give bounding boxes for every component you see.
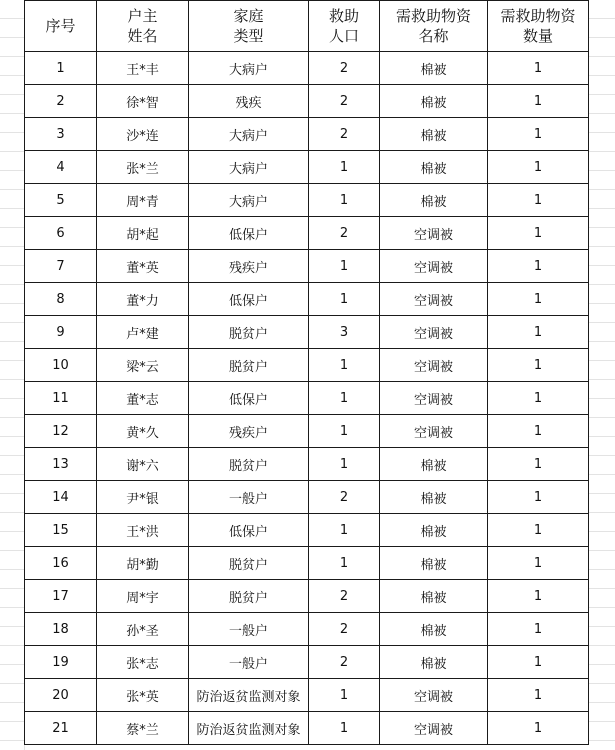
table-row [25, 679, 589, 712]
cell-material-name[interactable]: 棉被 [380, 514, 488, 547]
cell-aid-population[interactable]: 2 [309, 118, 380, 151]
table-row [25, 547, 589, 580]
cell-serial-number[interactable]: 4 [25, 151, 97, 184]
cell-serial-number[interactable]: 14 [25, 481, 97, 514]
header-material-name-line: 需救助物资 [395, 7, 471, 25]
cell-material-name[interactable]: 空调被 [380, 415, 488, 448]
cell-householder-name[interactable]: 卢*建 [97, 316, 189, 349]
cell-householder-name[interactable]: 孙*圣 [97, 613, 189, 646]
cell-serial-number[interactable]: 10 [25, 349, 97, 382]
cell-householder-name[interactable]: 谢*六 [97, 448, 189, 481]
cell-material-name[interactable]: 空调被 [380, 283, 488, 316]
cell-householder-name[interactable]: 王*洪 [97, 514, 189, 547]
cell-household-type[interactable]: 防治返贫监测对象 [189, 679, 309, 712]
cell-serial-number[interactable]: 2 [25, 85, 97, 118]
cell-aid-population[interactable]: 1 [309, 547, 380, 580]
cell-household-type[interactable]: 一般户 [189, 613, 309, 646]
cell-aid-population[interactable]: 1 [309, 514, 380, 547]
cell-serial-number[interactable]: 21 [25, 712, 97, 745]
header-material-quantity-line: 需救助物资 [500, 7, 576, 25]
table-row [25, 613, 589, 646]
header-material-name[interactable] [380, 1, 488, 52]
cell-material-name[interactable]: 棉被 [380, 151, 488, 184]
header-serial-number-line: 序号 [45, 17, 76, 35]
cell-householder-name[interactable]: 王*丰 [97, 52, 189, 85]
cell-householder-name[interactable]: 董*志 [97, 382, 189, 415]
cell-household-type[interactable]: 低保户 [189, 283, 309, 316]
cell-aid-population[interactable]: 2 [309, 580, 380, 613]
cell-material-quantity[interactable]: 1 [488, 382, 589, 415]
cell-material-quantity[interactable]: 1 [488, 415, 589, 448]
header-aid-population-line: 人口 [328, 27, 359, 45]
header-household-type-line: 家庭 [233, 7, 264, 25]
cell-material-quantity[interactable]: 1 [488, 283, 589, 316]
cell-household-type[interactable]: 脱贫户 [189, 349, 309, 382]
cell-serial-number[interactable]: 3 [25, 118, 97, 151]
cell-material-quantity[interactable]: 1 [488, 679, 589, 712]
empty-cells-area[interactable] [588, 0, 615, 750]
cell-aid-population[interactable]: 1 [309, 151, 380, 184]
row-gutter [0, 0, 25, 750]
cell-householder-name[interactable]: 胡*勤 [97, 547, 189, 580]
table-row [25, 415, 589, 448]
cell-serial-number[interactable]: 17 [25, 580, 97, 613]
cell-household-type[interactable]: 大病户 [189, 118, 309, 151]
table-row [25, 448, 589, 481]
cell-material-quantity[interactable]: 1 [488, 85, 589, 118]
cell-aid-population[interactable]: 1 [309, 283, 380, 316]
cell-household-type[interactable]: 低保户 [189, 514, 309, 547]
cell-material-quantity[interactable]: 1 [488, 52, 589, 85]
table-row [25, 283, 589, 316]
cell-material-quantity[interactable]: 1 [488, 712, 589, 745]
cell-serial-number[interactable]: 16 [25, 547, 97, 580]
cell-serial-number[interactable]: 5 [25, 184, 97, 217]
header-aid-population[interactable] [309, 1, 380, 52]
cell-household-type[interactable]: 低保户 [189, 382, 309, 415]
table-row [25, 382, 589, 415]
cell-material-name[interactable]: 棉被 [380, 448, 488, 481]
cell-aid-population[interactable]: 1 [309, 184, 380, 217]
header-serial-number[interactable] [25, 1, 97, 52]
cell-serial-number[interactable]: 13 [25, 448, 97, 481]
table-row [25, 514, 589, 547]
table-body [25, 52, 589, 745]
cell-material-name[interactable]: 棉被 [380, 184, 488, 217]
table-row [25, 316, 589, 349]
cell-material-name[interactable]: 空调被 [380, 250, 488, 283]
cell-householder-name[interactable]: 董*英 [97, 250, 189, 283]
cell-serial-number[interactable]: 7 [25, 250, 97, 283]
cell-serial-number[interactable]: 12 [25, 415, 97, 448]
cell-household-type[interactable]: 防治返贫监测对象 [189, 712, 309, 745]
cell-householder-name[interactable]: 黄*久 [97, 415, 189, 448]
cell-aid-population[interactable]: 1 [309, 349, 380, 382]
cell-serial-number[interactable]: 15 [25, 514, 97, 547]
table-row [25, 250, 589, 283]
table-row [25, 52, 589, 85]
cell-householder-name[interactable]: 董*力 [97, 283, 189, 316]
cell-serial-number[interactable]: 8 [25, 283, 97, 316]
header-aid-population-line: 救助 [328, 7, 359, 25]
header-material-name-line: 名称 [418, 27, 449, 45]
cell-material-quantity[interactable]: 1 [488, 250, 589, 283]
cell-aid-population[interactable]: 1 [309, 415, 380, 448]
cell-material-quantity[interactable]: 1 [488, 217, 589, 250]
header-material-quantity[interactable] [488, 1, 589, 52]
cell-householder-name[interactable]: 张*英 [97, 679, 189, 712]
cell-material-name[interactable]: 棉被 [380, 646, 488, 679]
cell-serial-number[interactable]: 18 [25, 613, 97, 646]
cell-material-name[interactable]: 空调被 [380, 217, 488, 250]
cell-aid-population[interactable]: 1 [309, 250, 380, 283]
cell-aid-population[interactable]: 1 [309, 679, 380, 712]
header-row [25, 1, 589, 52]
cell-aid-population[interactable]: 2 [309, 85, 380, 118]
cell-material-name[interactable]: 棉被 [380, 52, 488, 85]
cell-household-type[interactable]: 脱贫户 [189, 448, 309, 481]
cell-material-quantity[interactable]: 1 [488, 646, 589, 679]
cell-household-type[interactable]: 大病户 [189, 52, 309, 85]
cell-householder-name[interactable]: 梁*云 [97, 349, 189, 382]
table-row [25, 349, 589, 382]
cell-serial-number[interactable]: 11 [25, 382, 97, 415]
cell-aid-population[interactable]: 2 [309, 52, 380, 85]
cell-material-name[interactable]: 棉被 [380, 118, 488, 151]
cell-material-quantity[interactable]: 1 [488, 613, 589, 646]
header-household-type-line: 类型 [233, 27, 264, 45]
cell-aid-population[interactable]: 2 [309, 613, 380, 646]
cell-material-quantity[interactable]: 1 [488, 184, 589, 217]
cell-household-type[interactable]: 一般户 [189, 481, 309, 514]
cell-material-quantity[interactable]: 1 [488, 580, 589, 613]
cell-material-name[interactable]: 棉被 [380, 481, 488, 514]
cell-household-type[interactable]: 低保户 [189, 217, 309, 250]
cell-householder-name[interactable]: 周*宇 [97, 580, 189, 613]
cell-aid-population[interactable]: 2 [309, 481, 380, 514]
cell-material-name[interactable]: 空调被 [380, 382, 488, 415]
table-row [25, 481, 589, 514]
cell-material-quantity[interactable]: 1 [488, 118, 589, 151]
cell-material-quantity[interactable]: 1 [488, 316, 589, 349]
header-householder-name[interactable] [97, 1, 189, 52]
cell-aid-population[interactable]: 3 [309, 316, 380, 349]
cell-household-type[interactable]: 一般户 [189, 646, 309, 679]
table-row [25, 85, 589, 118]
cell-material-name[interactable]: 棉被 [380, 613, 488, 646]
cell-householder-name[interactable]: 蔡*兰 [97, 712, 189, 745]
cell-householder-name[interactable]: 张*兰 [97, 151, 189, 184]
cell-material-quantity[interactable]: 1 [488, 448, 589, 481]
cell-material-quantity[interactable]: 1 [488, 349, 589, 382]
cell-householder-name[interactable]: 周*青 [97, 184, 189, 217]
cell-household-type[interactable]: 脱贫户 [189, 547, 309, 580]
table-row [25, 118, 589, 151]
cell-material-quantity[interactable]: 1 [488, 151, 589, 184]
cell-serial-number[interactable]: 9 [25, 316, 97, 349]
header-householder-name-line: 户主 [127, 7, 158, 25]
cell-material-name[interactable]: 棉被 [380, 580, 488, 613]
table-row [25, 151, 589, 184]
cell-household-type[interactable]: 残疾户 [189, 415, 309, 448]
header-household-type[interactable] [189, 1, 309, 52]
cell-aid-population[interactable]: 1 [309, 382, 380, 415]
cell-material-name[interactable]: 棉被 [380, 85, 488, 118]
table-row [25, 184, 589, 217]
header-material-quantity-line: 数量 [522, 27, 553, 45]
cell-household-type[interactable]: 残疾 [189, 85, 309, 118]
table-row [25, 217, 589, 250]
cell-household-type[interactable]: 大病户 [189, 184, 309, 217]
cell-householder-name[interactable]: 尹*银 [97, 481, 189, 514]
cell-aid-population[interactable]: 2 [309, 646, 380, 679]
cell-householder-name[interactable]: 胡*起 [97, 217, 189, 250]
cell-householder-name[interactable]: 张*志 [97, 646, 189, 679]
cell-material-quantity[interactable]: 1 [488, 481, 589, 514]
cell-aid-population[interactable]: 1 [309, 448, 380, 481]
cell-aid-population[interactable]: 1 [309, 712, 380, 745]
cell-material-quantity[interactable]: 1 [488, 514, 589, 547]
cell-household-type[interactable]: 残疾户 [189, 250, 309, 283]
cell-material-quantity[interactable]: 1 [488, 547, 589, 580]
cell-material-name[interactable]: 空调被 [380, 349, 488, 382]
relief-materials-table [24, 0, 589, 745]
cell-householder-name[interactable]: 沙*连 [97, 118, 189, 151]
cell-household-type[interactable]: 脱贫户 [189, 580, 309, 613]
cell-material-name[interactable]: 空调被 [380, 712, 488, 745]
cell-household-type[interactable]: 脱贫户 [189, 316, 309, 349]
cell-aid-population[interactable]: 2 [309, 217, 380, 250]
cell-material-name[interactable]: 空调被 [380, 679, 488, 712]
cell-material-name[interactable]: 空调被 [380, 316, 488, 349]
table-row [25, 646, 589, 679]
cell-serial-number[interactable]: 1 [25, 52, 97, 85]
table-row [25, 712, 589, 745]
cell-serial-number[interactable]: 20 [25, 679, 97, 712]
cell-material-name[interactable]: 棉被 [380, 547, 488, 580]
cell-serial-number[interactable]: 6 [25, 217, 97, 250]
table-row [25, 580, 589, 613]
cell-household-type[interactable]: 大病户 [189, 151, 309, 184]
cell-serial-number[interactable]: 19 [25, 646, 97, 679]
cell-householder-name[interactable]: 徐*智 [97, 85, 189, 118]
header-householder-name-line: 姓名 [127, 27, 158, 45]
